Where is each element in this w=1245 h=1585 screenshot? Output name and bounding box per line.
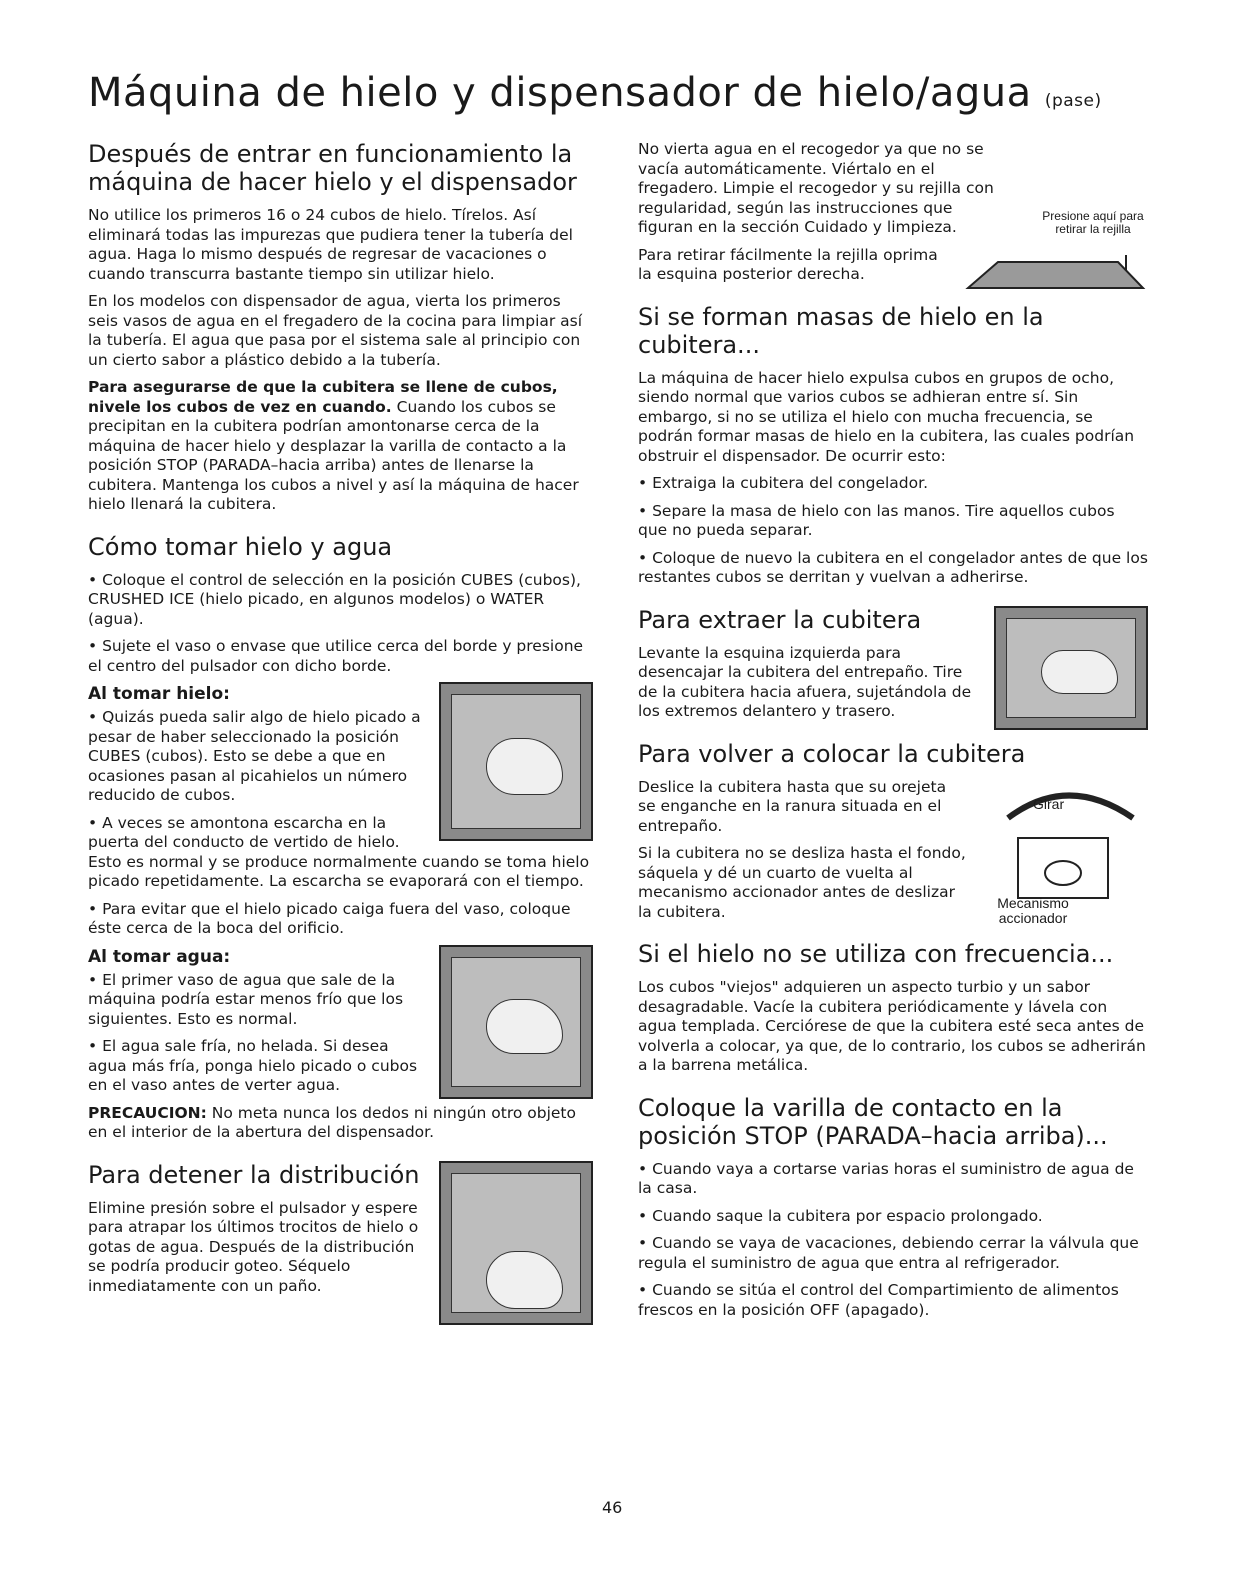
paragraph: La máquina de hacer hielo expulsa cubos en grupos de ocho, siendo normal que varios cubos se adhieran entre sí. Sin embargo, si no se utiliza el hielo con mucha frecuencia, se podrán formar masas de hielo en la cubitera, las cuales podrían obstruir el dispensador. De ocurrir esto: — [638, 368, 1135, 465]
bullet: • Cuando se vaya de vacaciones, debiendo cerrar la válvula que regula el suministro de agua que entra al refrigerador. — [638, 1234, 1139, 1272]
section-infrequent-use — [638, 940, 1148, 1076]
paragraph: Levante la esquina izquierda para desencajar la cubitera del entrepaño. Tire de la cubitera hacia afuera, sujetándola de los extremos delantero y trasero. — [638, 643, 972, 720]
section-how-to-take — [88, 533, 593, 1143]
section-heading: Si se forman masas de hielo en la cubitera... — [638, 302, 1044, 359]
section-heading: Coloque la varilla de contacto en la posición STOP (PARADA–hacia arriba)... — [638, 1093, 1108, 1150]
section-heading: Para extraer la cubitera — [638, 605, 922, 634]
section-stop-position — [638, 1094, 1148, 1321]
bullet: • A veces se amontona escarcha en la puerta del conducto de vertido de hielo. Esto es normal y se produce normalmente cuando se toma hielo picado repetidamente. La escarcha se evaporará con el tiempo. — [88, 813, 590, 890]
bullet: • Para evitar que el hielo picado caiga fuera del vaso, coloque éste cerca de la boca del orificio. — [88, 899, 571, 937]
drive-mechanism-illustration — [978, 778, 1148, 928]
section-stop-dispensing — [88, 1161, 593, 1297]
paragraph: Si la cubitera no se desliza hasta el fondo, sáquela y dé un cuarto de vuelta al mecanismo accionador antes de deslizar la cubitera. — [638, 844, 966, 921]
left-column — [88, 140, 593, 1329]
subheading: Al tomar agua: — [88, 946, 231, 967]
text: No meta nunca los dedos ni ningún otro objeto en el interior de la abertura del dispensador. — [88, 1103, 576, 1141]
section-heading: Para detener la distribución — [88, 1160, 420, 1189]
bullet: • Coloque de nuevo la cubitera en el congelador antes de que los restantes cubos se derritan y vuelvan a adherirse. — [638, 548, 1148, 586]
paragraph: No vierta agua en el recogedor ya que no se vacía automáticamente. Viértalo en el fregadero. Limpie el recogedor y su rejilla con regularidad, según las instrucciones que figuran en la sección Cuidado y limpieza. — [638, 140, 994, 236]
paragraph: No utilice los primeros 16 o 24 cubos de hielo. Tírelos. Así eliminará todas las impurezas que pudiera tener la tubería del agua. Haga lo mismo después de regresar de vacaciones o cuando transcurra bastante tiempo sin utilizar hielo. — [88, 206, 573, 283]
paragraph: Elimine presión sobre el pulsador y espere para atrapar los últimos trocitos de hielo o gotas de agua. Después de la distribución se podría producir goteo. Séquelo inmediatamente con un paño. — [88, 1198, 419, 1295]
section-heading: Cómo tomar hielo y agua — [88, 532, 393, 561]
section-heading: Después de entrar en funcionamiento la máquina de hacer hielo y el dispensador — [88, 140, 577, 196]
bullet: • Separe la masa de hielo con las manos. Tire aquellos cubos que no pueda separar. — [638, 501, 1115, 539]
text: Cuando los cubos se precipitan en la cubitera podrían amontonarse cerca de la máquina de hacer hielo y desplazar la varilla de contacto a la posición STOP (PARADA–hacia arriba) antes de llenarse la cubitera. Mantenga los cubos a nivel y así la máquina de hacer hielo llenará la cubitera. — [88, 397, 579, 513]
paragraph: Los cubos "viejos" adquieren un aspecto turbio y un sabor desagradable. Vacíe la cubitera periódicamente y lávela con agua templada. Cerciórese de que la cubitera esté seca antes de volverla a colocar, ya que, de lo contrario, los cubos se adherirán a la barrena metálica. — [638, 978, 1146, 1074]
title-suffix: (pase) — [1044, 91, 1102, 111]
page-title — [88, 70, 1102, 116]
bullet: • El primer vaso de agua que sale de la máquina podría estar menos frío que los siguientes. Esto es normal. — [88, 970, 404, 1028]
paragraph: En los modelos con dispensador de agua, vierta los primeros seis vasos de agua en el fregadero de la cocina para limpiar así la tubería. El agua que pasa por el sistema sale al principio con un cierto sabor a plástico debido a la tubería. — [88, 292, 583, 369]
section-heading: Si el hielo no se utiliza con frecuencia... — [638, 940, 1114, 968]
bullet: • Extraiga la cubitera del congelador. — [638, 474, 929, 492]
bullet: • Coloque el control de selección en la posición CUBES (cubos), CRUSHED ICE (hielo picado, en algunos modelos) o WATER (agua). — [88, 570, 581, 628]
bullet: • Cuando vaya a cortarse varias horas el suministro de agua de la casa. — [638, 1159, 1134, 1197]
paragraph: Para retirar fácilmente la rejilla oprima la esquina posterior derecha. — [638, 245, 938, 283]
bullet: • Cuando se sitúa el control del Compartimiento de alimentos frescos en la posición OFF (apagado). — [638, 1281, 1119, 1319]
paragraph — [88, 378, 593, 515]
bold-text: PRECAUCION: — [88, 1103, 207, 1122]
section-after-start — [88, 140, 593, 515]
ice-dispenser-illustration — [439, 682, 593, 841]
grille-illustration — [958, 210, 1148, 290]
grille-label: Presione aquí para retirar la rejilla — [1042, 208, 1144, 236]
bold-text: Para asegurarse de que la cubitera se llene de cubos, nivele los cubos de vez en cuando. — [88, 378, 558, 416]
bullet: • Sujete el vaso o envase que utilice cerca del borde y presione el centro del pulsador con dicho borde. — [88, 637, 584, 675]
girar-label: Girar — [1033, 795, 1065, 812]
section-heading: Para volver a colocar la cubitera — [638, 739, 1026, 768]
caution — [88, 1104, 593, 1143]
page-number: 46 — [602, 1498, 623, 1517]
section-replace-bin — [638, 739, 1148, 926]
bullet: • Cuando saque la cubitera por espacio prolongado. — [638, 1206, 1043, 1225]
title-main: Máquina de hielo y dispensador de hielo/agua — [88, 70, 1032, 116]
right-column — [638, 140, 1148, 1328]
subheading: Al tomar hielo: — [88, 684, 230, 704]
section-ice-clumps — [638, 303, 1148, 588]
mechanism-label: Mecanismo accionador — [997, 894, 1069, 926]
drip-tray-illustration — [439, 1161, 593, 1325]
water-dispenser-illustration — [439, 945, 593, 1099]
bullet: • Quizás pueda salir algo de hielo picado a pesar de haber seleccionado la posición CUBES (cubos). Esto se debe a que en ocasiones pasan al picahielos un número reducido de cubos. — [88, 708, 421, 804]
remove-bin-illustration — [994, 606, 1148, 730]
section-remove-bin — [638, 606, 1148, 722]
bullet: • El agua sale fría, no helada. Si desea agua más fría, ponga hielo picado o cubos en el vaso antes de verter agua. — [88, 1037, 418, 1094]
paragraph: Deslice la cubitera hasta que su orejeta se enganche en la ranura situada en el entrepaño. — [638, 777, 947, 835]
